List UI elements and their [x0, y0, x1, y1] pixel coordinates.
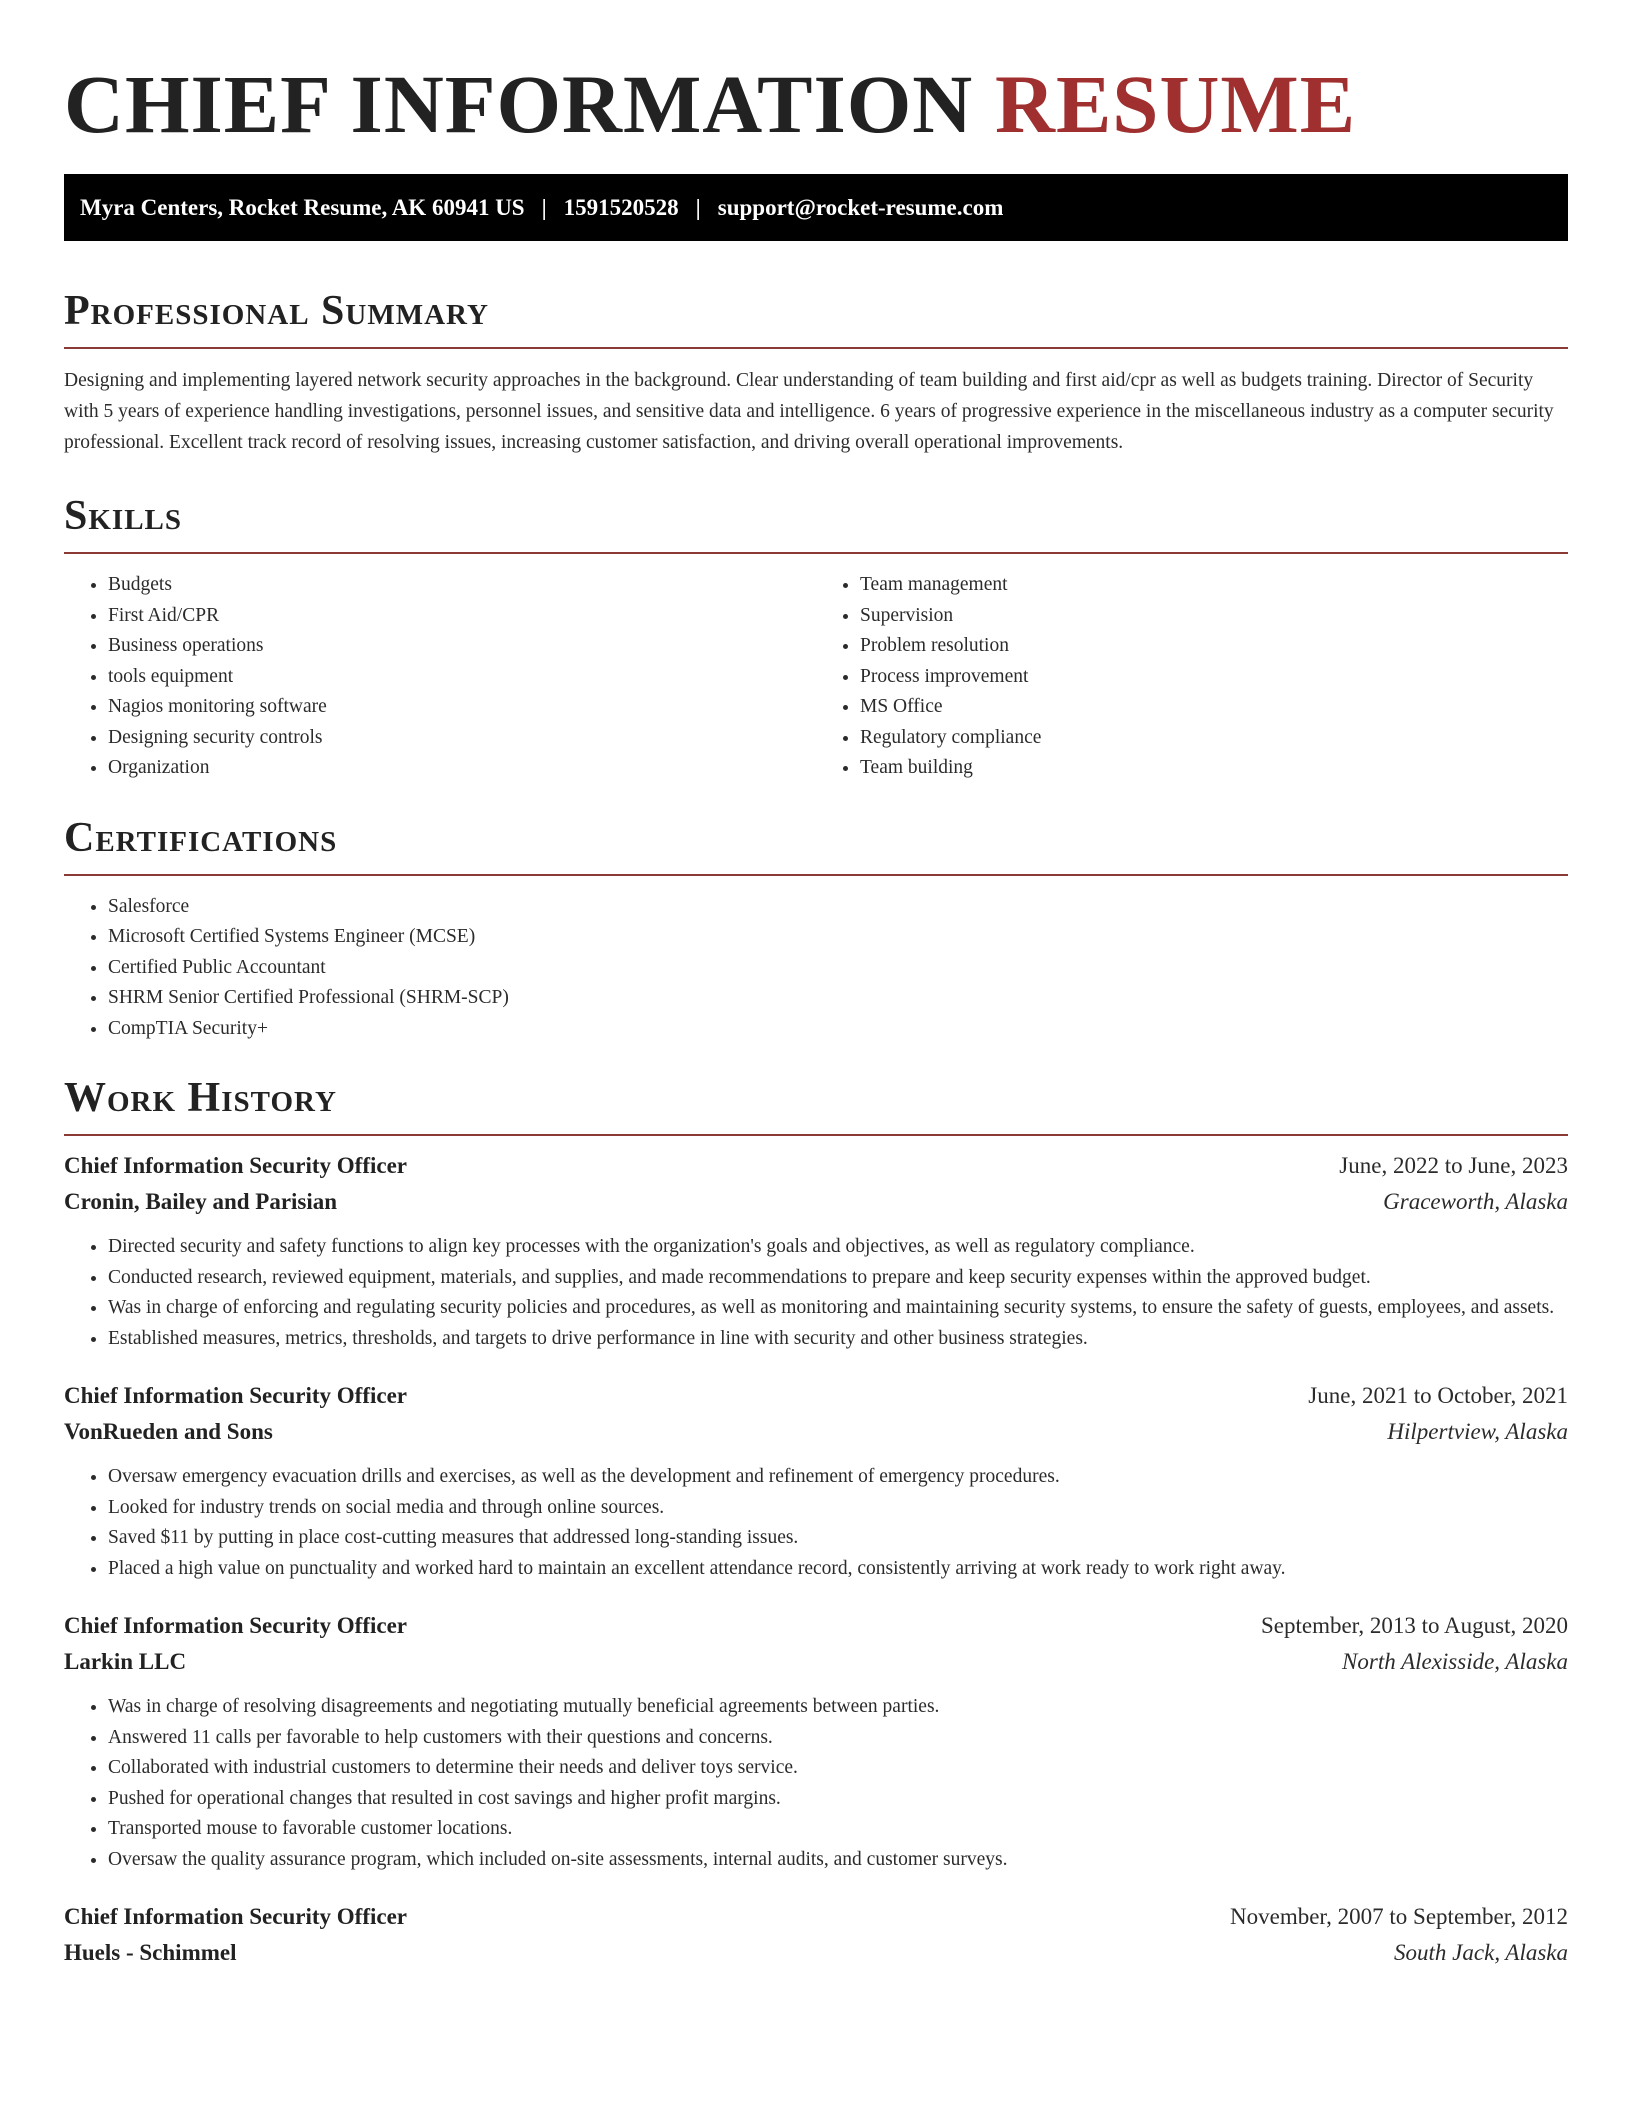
certifications-list [64, 892, 1568, 1045]
list-item: • Conducted research, reviewed equipment, materials, and supplies, and made recommendations to prepare and keep security expenses within the approved budget. [108, 1263, 1568, 1294]
list-item: • Organization [108, 753, 816, 784]
list-item: • Process improvement [860, 662, 1568, 693]
job-dates: November, 2007 to September, 2012 [1230, 1904, 1568, 1929]
list-item: • Saved $11 by putting in place cost-cutting measures that addressed long-standing issues. [108, 1523, 1568, 1554]
contact-address: Myra Centers, Rocket Resume, AK 60941 US [80, 194, 525, 220]
skills-grid [64, 570, 1568, 784]
skills-section [64, 492, 1568, 784]
list-item: • Salesforce [108, 892, 1568, 923]
section-heading: Work History [64, 1075, 337, 1121]
job-location: Graceworth, Alaska [1383, 1189, 1568, 1214]
list-item: • Team building [860, 753, 1568, 784]
job-location: Hilpertview, Alaska [1387, 1419, 1568, 1444]
list-item: • Budgets [108, 570, 816, 601]
skills-list-right [816, 570, 1568, 784]
resume-title [64, 0, 1568, 150]
certifications-section [64, 814, 1568, 1045]
job-company-row [64, 1935, 1568, 1971]
list-item: • Regulatory compliance [860, 723, 1568, 754]
list-item: • Nagios monitoring software [108, 692, 816, 723]
job-entry [64, 1378, 1568, 1584]
list-item: • Was in charge of enforcing and regulating security policies and procedures, as well as monitoring and maintaining security systems, to ensure the safety of guests, employees, and assets. [108, 1293, 1568, 1324]
job-location: North Alexisside, Alaska [1342, 1649, 1568, 1674]
job-entry [64, 1899, 1568, 1971]
section-heading: Skills [64, 493, 183, 539]
section-heading: Certifications [64, 814, 338, 861]
contact-email: support@rocket-resume.com [717, 194, 1004, 220]
section-divider [64, 347, 1568, 349]
job-bullets [64, 1232, 1568, 1354]
skills-list-left [64, 570, 816, 784]
list-item: • Microsoft Certified Systems Engineer (MCSE) [108, 922, 1568, 953]
job-company: Huels - Schimmel [64, 1940, 237, 1965]
section-divider [64, 874, 1568, 876]
job-bullets [64, 1692, 1568, 1875]
job-entry [64, 1608, 1568, 1875]
list-item: • Certified Public Accountant [108, 953, 1568, 984]
job-title: Chief Information Security Officer [64, 1613, 408, 1638]
job-bullets [64, 1462, 1568, 1584]
list-item: • Oversaw emergency evacuation drills and exercises, as well as the development and refinement of emergency procedures. [108, 1462, 1568, 1493]
section-divider [64, 1134, 1568, 1136]
contact-separator: | [541, 194, 547, 220]
job-company: Larkin LLC [64, 1649, 187, 1674]
job-entry [64, 1148, 1568, 1354]
job-location: South Jack, Alaska [1394, 1940, 1568, 1965]
job-title: Chief Information Security Officer [64, 1153, 408, 1178]
list-item: • Business operations [108, 631, 816, 662]
list-item: • Established measures, metrics, thresholds, and targets to drive performance in line with security and other business strategies. [108, 1324, 1568, 1355]
list-item: • SHRM Senior Certified Professional (SHRM-SCP) [108, 983, 1568, 1014]
list-item: • tools equipment [108, 662, 816, 693]
job-dates: September, 2013 to August, 2020 [1260, 1613, 1568, 1638]
job-header-row [64, 1148, 1568, 1184]
job-company-row [64, 1644, 1568, 1680]
job-header-row [64, 1608, 1568, 1644]
job-dates: June, 2022 to June, 2023 [1339, 1153, 1568, 1178]
contact-phone: 1591520528 [563, 194, 679, 220]
job-company-row [64, 1414, 1568, 1450]
job-dates: June, 2021 to October, 2021 [1308, 1383, 1568, 1408]
list-item: • Transported mouse to favorable customer locations. [108, 1814, 1568, 1845]
list-item: • Placed a high value on punctuality and worked hard to maintain an excellent attendance record, consistently arriving at work ready to work right away. [108, 1554, 1568, 1585]
list-item: • Directed security and safety functions to align key processes with the organization's goals and objectives, as well as regulatory compliance. [108, 1232, 1568, 1263]
list-item: • MS Office [860, 692, 1568, 723]
list-item: • Problem resolution [860, 631, 1568, 662]
list-item: • Oversaw the quality assurance program, which included on-site assessments, internal audits, and customer surveys. [108, 1845, 1568, 1876]
summary-text: Designing and implementing layered network security approaches in the background. Clear understanding of team building and first aid/cpr as well as budgets training. Director of Security with 5 years of experience handling investigations, personnel issues, and sensitive data and intelligence. 6 years of progressive experience in the miscellaneous industry as a computer security professional. Excellent track record of resolving issues, increasing customer satisfaction, and driving overall operational improvements. [64, 370, 1554, 453]
list-item: • Pushed for operational changes that resulted in cost savings and higher profit margins. [108, 1784, 1568, 1815]
list-item: • Designing security controls [108, 723, 816, 754]
list-item: • Team management [860, 570, 1568, 601]
list-item: • Supervision [860, 601, 1568, 632]
list-item: • Collaborated with industrial customers to determine their needs and deliver toys service. [108, 1753, 1568, 1784]
list-item: • Was in charge of resolving disagreements and negotiating mutually beneficial agreements between parties. [108, 1692, 1568, 1723]
list-item: • Answered 11 calls per favorable to help customers with their questions and concerns. [108, 1723, 1568, 1754]
list-item: • Looked for industry trends on social media and through online sources. [108, 1493, 1568, 1524]
section-divider [64, 552, 1568, 554]
section-heading: Professional Summary [64, 288, 489, 334]
job-company-row [64, 1184, 1568, 1220]
job-header-row [64, 1899, 1568, 1935]
list-item: • CompTIA Security+ [108, 1014, 1568, 1045]
list-item: • First Aid/CPR [108, 601, 816, 632]
job-company: VonRueden and Sons [64, 1419, 273, 1444]
title-accent: RESUME [995, 58, 1357, 150]
job-header-row [64, 1378, 1568, 1414]
contact-bar [64, 174, 1568, 241]
title-main: CHIEF INFORMATION [64, 58, 974, 150]
jobs-list [64, 1148, 1568, 1971]
job-company: Cronin, Bailey and Parisian [64, 1189, 338, 1214]
contact-separator: | [695, 194, 701, 220]
job-title: Chief Information Security Officer [64, 1383, 408, 1408]
professional-summary-section [64, 287, 1568, 458]
work-history-section [64, 1074, 1568, 1971]
job-title: Chief Information Security Officer [64, 1904, 408, 1929]
